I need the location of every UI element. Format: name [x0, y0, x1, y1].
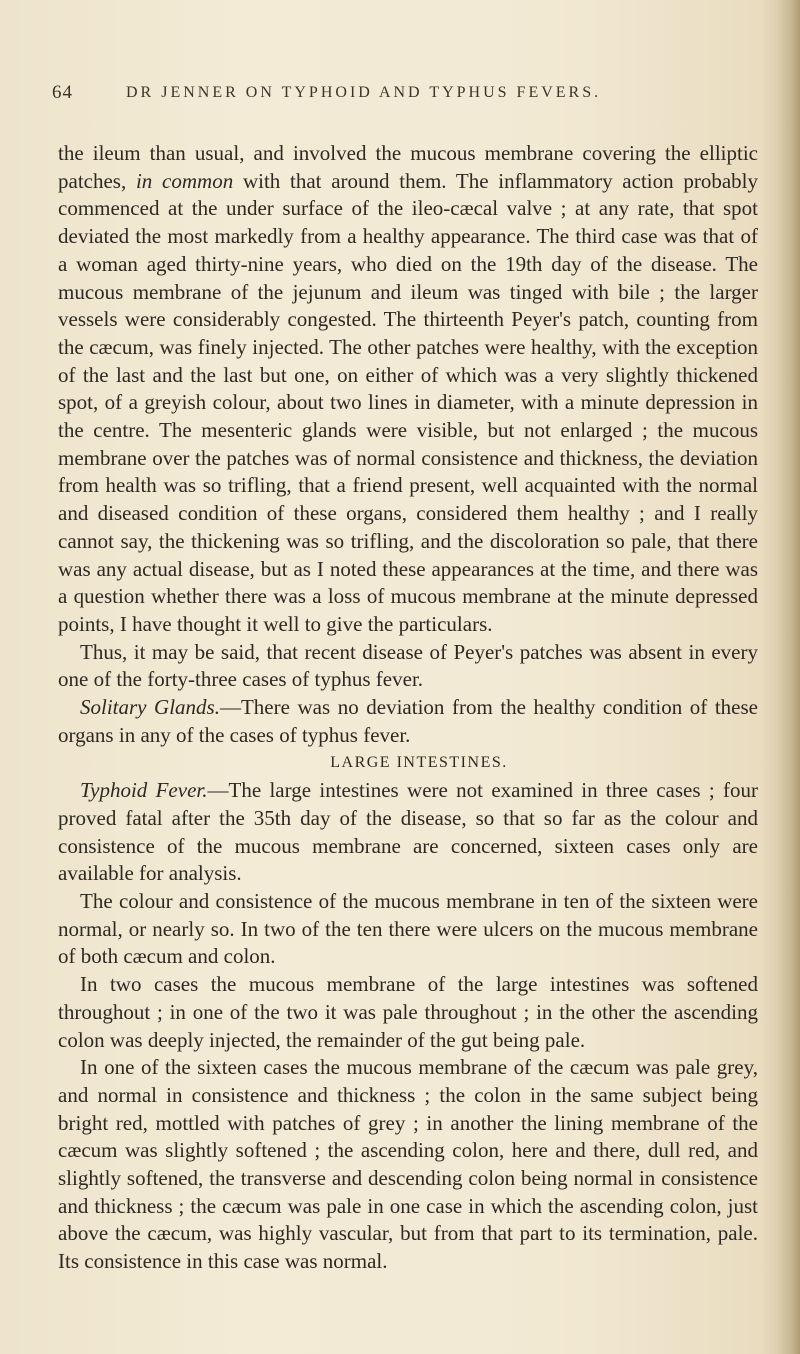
page-body: [58, 140, 758, 1276]
paragraph: In one of the sixteen cases the mucous membrane of the cæcum was pale grey, and normal in consistence and thickness ; the colon in the same subject being bright red, mottled with patches of grey ; in another the lining membrane of the cæcum was slightly softened ; the ascending colon, here and there, dull red, and slightly softened, the transverse and descending colon being normal in consistence and thickness ; the cæcum was pale in one case in which the ascending colon, just above the cæcum, was highly vascular, but from that part to its termination, pale. Its consistence in this case was normal.: [58, 1055, 758, 1274]
paragraph: Typhoid Fever.—The large intestines were not examined in three cases ; four proved fatal after the 35th day of the disease, so that so far as the colour and consistence of the mucous membrane are concerned, sixteen cases only are available for analysis.: [58, 778, 758, 886]
page-edge-shadow: [778, 0, 800, 1354]
paragraph: In two cases the mucous membrane of the large intestines was softened throughout ; in one of the two it was pale throughout ; in the other the ascending colon was deeply injected, the remainder of the gut being pale.: [58, 972, 758, 1052]
running-head: DR JENNER ON TYPHOID AND TYPHUS FEVERS.: [126, 84, 602, 101]
section-heading: LARGE INTESTINES.: [330, 754, 508, 772]
page-number: 64: [52, 82, 73, 103]
paragraph: the ileum than usual, and involved the mucous membrane covering the elliptic patches, in common with that around them. The inflammatory action probably commenced at the under surface of the ileo-cæcal valve ; at any rate, that spot deviated the most markedly from a healthy appearance. The third case was that of a woman aged thirty-nine years, who died on the 19th day of the disease. The mucous membrane of the jejunum and ileum was tinged with bile ; the larger vessels were considerably congested. The thirteenth Peyer's patch, counting from the cæcum, was finely injected. The other patches were healthy, with the exception of the last and the last but one, on either of which was a very slightly thickened spot, of a greyish colour, about two lines in diameter, with a minute depression in the centre. The mesenteric glands were visible, but not enlarged ; the mucous membrane over the patches was of normal consistence and thickness, the deviation from health was so trifling, that a friend present, well acquainted with the normal and diseased condition of these organs, considered them healthy ; and I really cannot say, the thickening was so trifling, and the discoloration so pale, that there was any actual disease, but as I noted these appearances at the time, and there was a question whether there was a loss of mucous membrane at the minute depressed points, I have thought it well to give the particulars.: [58, 141, 758, 636]
paragraph: Solitary Glands.—There was no deviation from the healthy condition of these organs in any of the cases of typhus fever.: [58, 695, 758, 747]
paragraph: The colour and consistence of the mucous membrane in ten of the sixteen were normal, or nearly so. In two of the ten there were ulcers on the mucous membrane of both cæcum and colon.: [58, 888, 758, 969]
paragraph: Thus, it may be said, that recent disease of Peyer's patches was absent in every one of the forty-three cases of typhus fever.: [58, 639, 758, 692]
